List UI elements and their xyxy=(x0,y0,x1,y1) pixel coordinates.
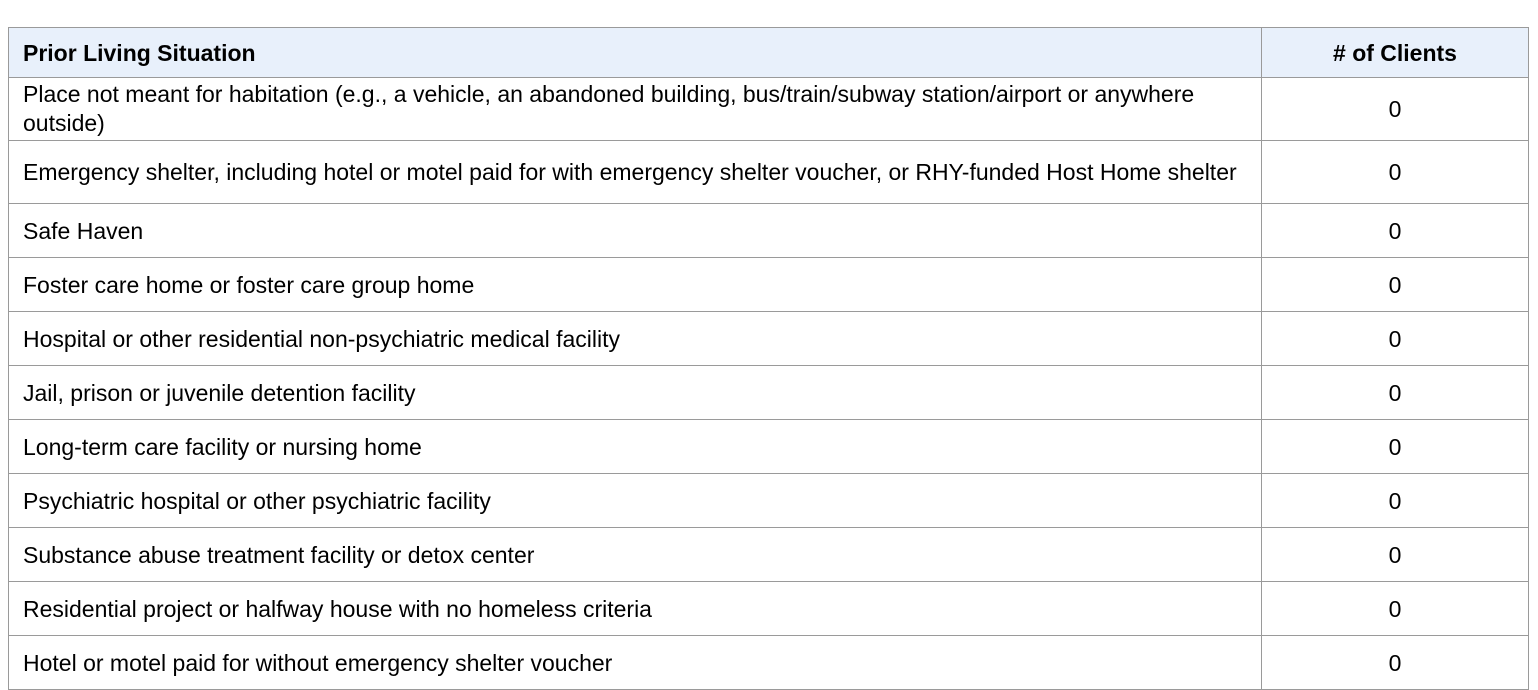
clients-count-cell: 0 xyxy=(1262,366,1529,420)
header-number-of-clients: # of Clients xyxy=(1262,28,1529,78)
situation-cell: Hotel or motel paid for without emergency shelter voucher xyxy=(9,636,1262,690)
table-row xyxy=(9,528,1529,582)
table-row xyxy=(9,636,1529,690)
situation-cell: Jail, prison or juvenile detention facility xyxy=(9,366,1262,420)
situation-cell: Safe Haven xyxy=(9,204,1262,258)
situation-cell: Residential project or halfway house with no homeless criteria xyxy=(9,582,1262,636)
table-row xyxy=(9,312,1529,366)
table-row xyxy=(9,366,1529,420)
clients-count-cell: 0 xyxy=(1262,582,1529,636)
situation-cell: Emergency shelter, including hotel or motel paid for with emergency shelter voucher, or RHY-funded Host Home shelter xyxy=(9,141,1262,204)
clients-count-cell: 0 xyxy=(1262,258,1529,312)
situation-cell: Hospital or other residential non-psychiatric medical facility xyxy=(9,312,1262,366)
clients-count-cell: 0 xyxy=(1262,636,1529,690)
prior-living-situation-table-container xyxy=(8,27,1528,690)
situation-cell: Psychiatric hospital or other psychiatric facility xyxy=(9,474,1262,528)
clients-count-cell: 0 xyxy=(1262,78,1529,141)
table-row xyxy=(9,474,1529,528)
table-row xyxy=(9,258,1529,312)
clients-count-cell: 0 xyxy=(1262,420,1529,474)
clients-count-cell: 0 xyxy=(1262,312,1529,366)
clients-count-cell: 0 xyxy=(1262,528,1529,582)
header-prior-living-situation: Prior Living Situation xyxy=(9,28,1262,78)
situation-cell: Substance abuse treatment facility or detox center xyxy=(9,528,1262,582)
clients-count-cell: 0 xyxy=(1262,474,1529,528)
situation-cell: Foster care home or foster care group home xyxy=(9,258,1262,312)
situation-cell: Place not meant for habitation (e.g., a vehicle, an abandoned building, bus/train/subway station/airport or anywhere outside) xyxy=(9,78,1262,141)
situation-cell: Long-term care facility or nursing home xyxy=(9,420,1262,474)
table-row xyxy=(9,204,1529,258)
table-row xyxy=(9,420,1529,474)
prior-living-situation-table xyxy=(8,27,1529,690)
table-row xyxy=(9,141,1529,204)
table-row xyxy=(9,582,1529,636)
table-row xyxy=(9,78,1529,141)
table-header-row xyxy=(9,28,1529,78)
clients-count-cell: 0 xyxy=(1262,141,1529,204)
clients-count-cell: 0 xyxy=(1262,204,1529,258)
